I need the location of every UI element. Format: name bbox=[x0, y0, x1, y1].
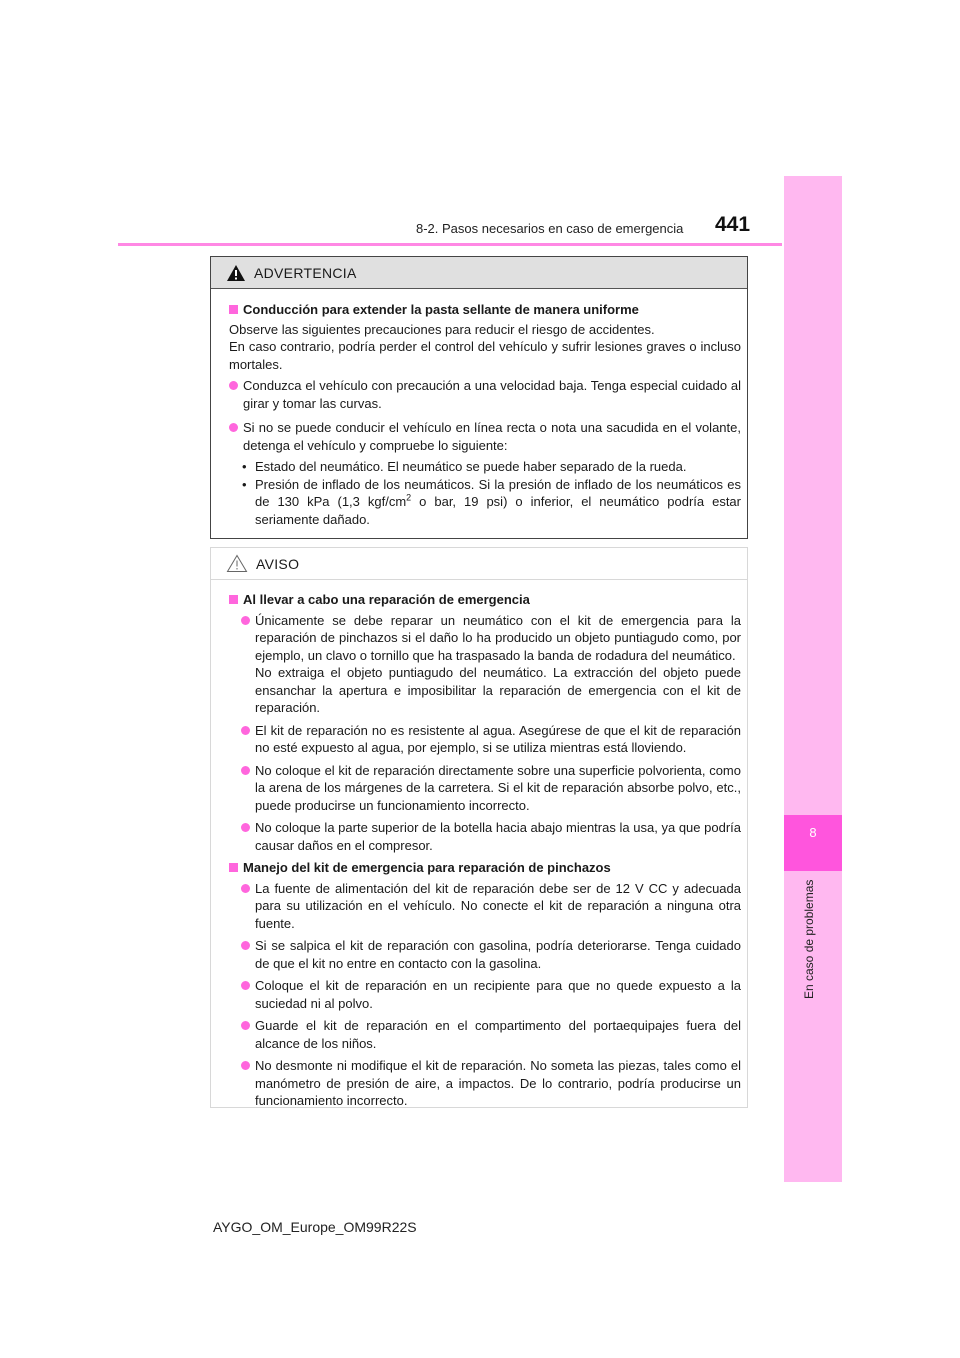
square-bullet-icon bbox=[229, 863, 238, 872]
notice-bullet: La fuente de alimentación del kit de reparación debe ser de 12 V CC y adecuada para su utilización en el vehículo. No conecte el kit de reparación a ninguna otra fuente. bbox=[241, 880, 741, 933]
circle-bullet-icon bbox=[241, 616, 250, 625]
warning-subitem: • Estado del neumático. El neumático se puede haber separado de la rueda. bbox=[229, 458, 741, 476]
notice-bullet: Guarde el kit de reparación en el compartimento del portaequipajes fuera del alcance de los niños. bbox=[241, 1017, 741, 1052]
chapter-side-tab bbox=[784, 176, 842, 1182]
document-code: AYGO_OM_Europe_OM99R22S bbox=[213, 1219, 417, 1235]
warning-triangle-icon bbox=[226, 264, 246, 282]
warning-heading: Conducción para extender la pasta sellante de manera uniforme bbox=[229, 301, 741, 319]
notice-header bbox=[211, 548, 747, 580]
notice-bullet: Si se salpica el kit de reparación con gasolina, podría deteriorarse. Tenga cuidado de que el kit no entre en contacto con la gasolina. bbox=[241, 937, 741, 972]
header-rule bbox=[118, 243, 782, 246]
notice-bullet: No desmonte ni modifique el kit de reparación. No someta las piezas, tales como el manómetro de presión de aire, a impactos. De lo contrario, podría producirse un funcionamiento incorrecto. bbox=[241, 1057, 741, 1110]
circle-bullet-icon bbox=[241, 726, 250, 735]
circle-bullet-icon bbox=[241, 823, 250, 832]
page-number: 441 bbox=[715, 213, 751, 236]
warning-bullet: Si no se puede conducir el vehículo en línea recta o nota una sacudida en el volante, detenga el vehículo y compruebe lo siguiente: bbox=[229, 419, 741, 454]
notice-bullet: El kit de reparación no es resistente al agua. Asegúrese de que el kit de reparación no esté expuesto al agua, por ejemplo, si se utiliza mientras está lloviendo. bbox=[241, 722, 741, 757]
circle-bullet-icon bbox=[241, 981, 250, 990]
notice-bullet: No coloque la parte superior de la botella hacia abajo mientras la usa, ya que podría causar daños en el compresor. bbox=[241, 819, 741, 854]
chapter-number: 8 bbox=[809, 825, 817, 840]
warning-box bbox=[210, 256, 748, 539]
circle-bullet-icon bbox=[241, 1061, 250, 1070]
circle-bullet-icon bbox=[241, 766, 250, 775]
section-title: 8-2. Pasos necesarios en caso de emergencia bbox=[416, 221, 684, 236]
chapter-number-box bbox=[784, 815, 842, 871]
notice-bullet: No coloque el kit de reparación directamente sobre una superficie polvorienta, como la arena de los márgenes de la carretera. Si el kit de reparación absorbe polvo, etc., puede producirse un funcionamiento incorrecto. bbox=[241, 762, 741, 815]
circle-bullet-icon bbox=[241, 941, 250, 950]
notice-bullet: Únicamente se debe reparar un neumático con el kit de emergencia para la reparación de pinchazos si el daño lo ha producido un objeto puntiagudo como, por ejemplo, un clavo o tornillo que ha traspasado la banda de rodadura del neumático. No extraiga el objeto puntiagudo del neumático. La extracción del objeto puede ensanchar la apertura e imposibilitar la reparación de emergencia con el kit de reparación. bbox=[241, 612, 741, 717]
caution-triangle-icon bbox=[226, 554, 248, 573]
notice-heading: Al llevar a cabo una reparación de emergencia bbox=[229, 591, 741, 609]
notice-bullet: Coloque el kit de reparación en un recipiente para que no quede expuesto a la suciedad ni al polvo. bbox=[241, 977, 741, 1012]
square-bullet-icon bbox=[229, 305, 238, 314]
chapter-label: En caso de problemas bbox=[802, 880, 816, 1000]
warning-title: ADVERTENCIA bbox=[254, 264, 357, 281]
circle-bullet-icon bbox=[241, 1021, 250, 1030]
warning-header bbox=[211, 257, 747, 289]
warning-subitem: • Presión de inflado de los neumáticos. Si la presión de inflado de los neumáticos es de 130 kPa (1,3 kgf/$cm^2$ o bar, 19 psi) o inferior, el neumático podría estar seriamente dañado. bbox=[229, 476, 741, 529]
warning-intro: Observe las siguientes precauciones para reducir el riesgo de accidentes. En caso contrario, podría perder el control del vehículo y sufrir lesiones graves o incluso mortales. bbox=[229, 321, 741, 372]
notice-heading: Manejo del kit de emergencia para reparación de pinchazos bbox=[229, 859, 741, 877]
warning-bullet: Conduzca el vehículo con precaución a una velocidad baja. Tenga especial cuidado al girar y tomar las curvas. bbox=[229, 377, 741, 412]
square-bullet-icon bbox=[229, 595, 238, 604]
circle-bullet-icon bbox=[229, 423, 238, 432]
notice-title: AVISO bbox=[256, 555, 300, 572]
circle-bullet-icon bbox=[241, 884, 250, 893]
circle-bullet-icon bbox=[229, 381, 238, 390]
notice-box bbox=[210, 547, 748, 1108]
